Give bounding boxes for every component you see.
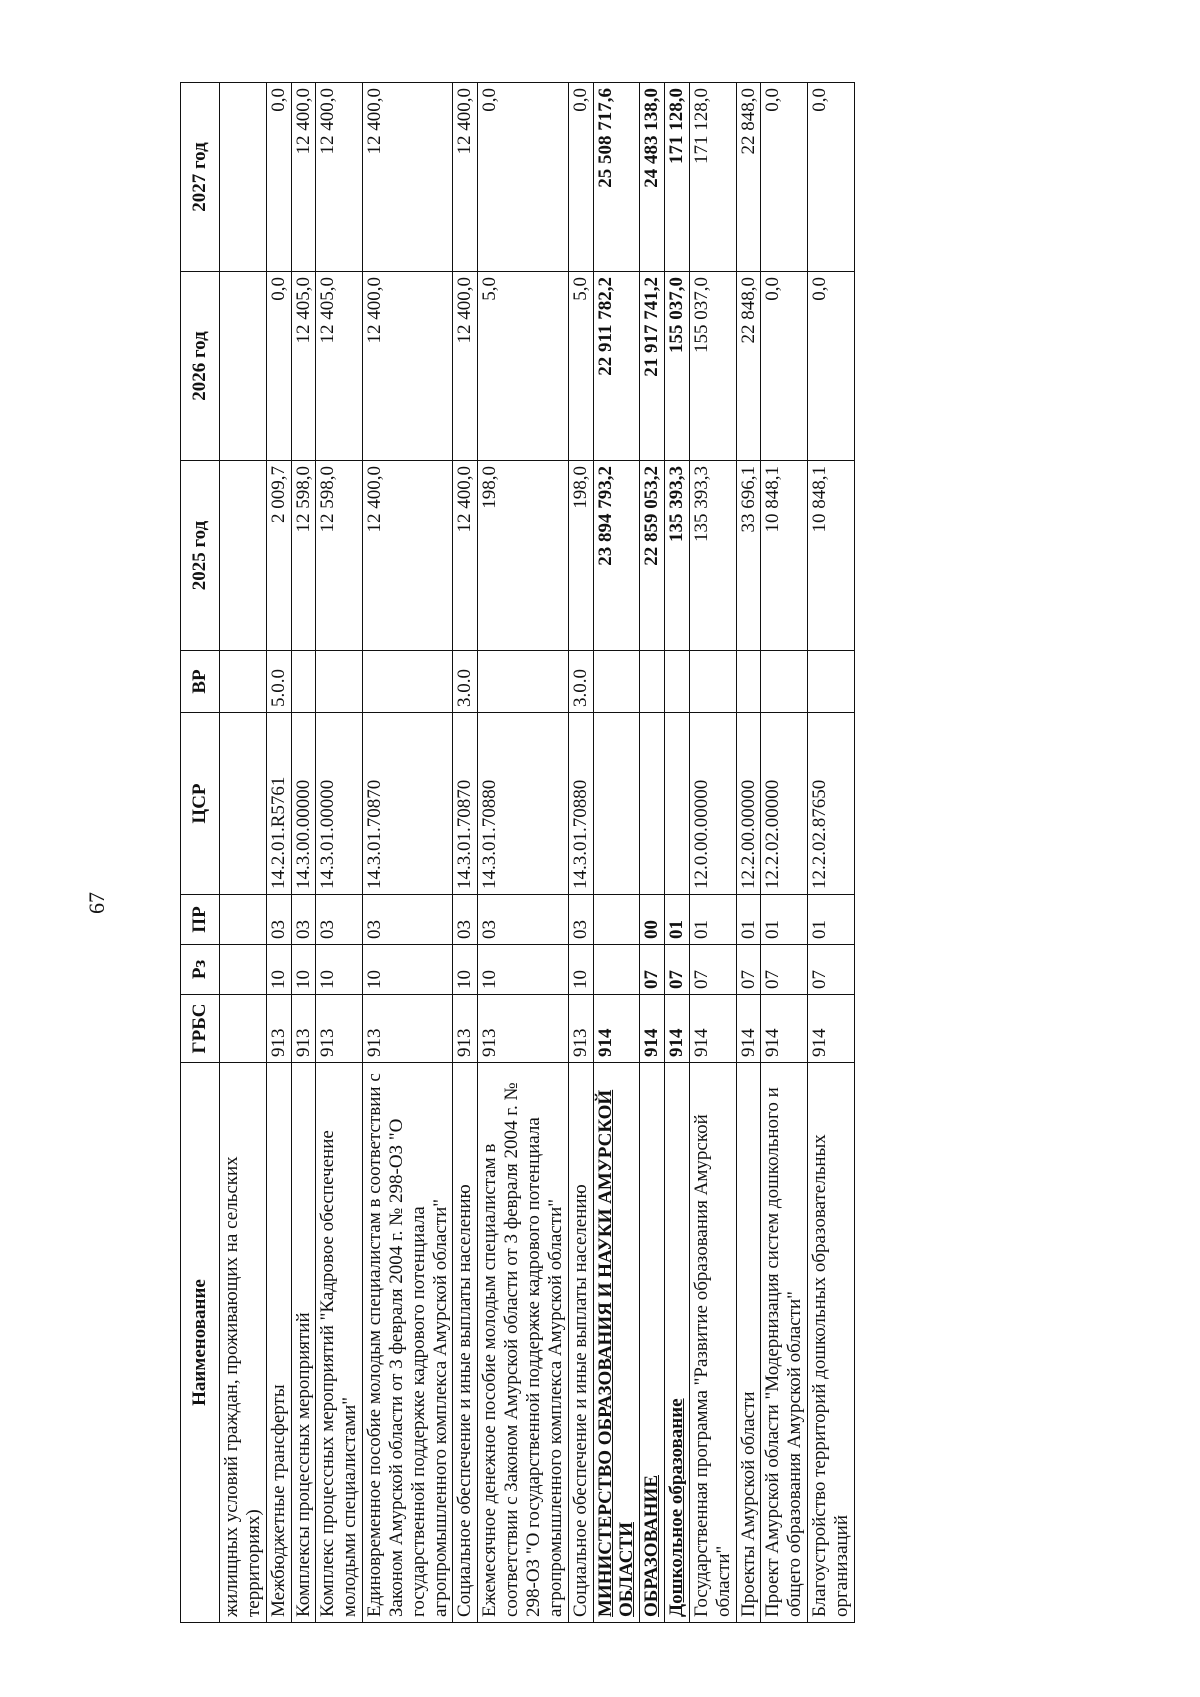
cell-pr: 03 [266, 895, 291, 945]
cell-2025: 12 598,0 [291, 461, 316, 651]
cell-rz [593, 945, 640, 995]
cell-grbs: 914 [665, 995, 690, 1063]
cell-pr: 01 [761, 895, 808, 945]
cell-rz: 10 [568, 945, 593, 995]
cell-vr: 3.0.0 [453, 651, 478, 713]
table-row [665, 83, 690, 1623]
cell-pr: 01 [736, 895, 761, 945]
cell-2027: 0,0 [568, 83, 593, 272]
cell-name: Ежемесячное денежное пособие молодым специалистам в соответствии с Законом Амурской области от 3 февраля 2004 г. № 298-ОЗ "О государственной поддержке кадрового потенциала агропромышленного комплекса Амурской области" [478, 1063, 568, 1623]
header-name: Наименование [181, 1063, 220, 1623]
cell-rz: 07 [689, 945, 736, 995]
cell-csr [220, 713, 267, 895]
cell-rz: 10 [478, 945, 568, 995]
cell-2026: 12 405,0 [291, 272, 316, 461]
cell-grbs [220, 995, 267, 1063]
cell-2026: 0,0 [808, 272, 855, 461]
table-row [736, 83, 761, 1623]
cell-csr: 12.0.00.00000 [689, 713, 736, 895]
cell-pr: 01 [665, 895, 690, 945]
cell-grbs: 913 [568, 995, 593, 1063]
budget-table-container [180, 83, 1018, 1623]
cell-pr: 03 [316, 895, 363, 945]
cell-2025: 12 400,0 [363, 461, 453, 651]
table-row [363, 83, 453, 1623]
cell-2026: 0,0 [761, 272, 808, 461]
cell-name: МИНИСТЕРСТВО ОБРАЗОВАНИЯ И НАУКИ АМУРСКОЙ ОБЛАСТИ [593, 1063, 640, 1623]
cell-csr: 14.3.01.70880 [568, 713, 593, 895]
cell-vr [640, 651, 665, 713]
header-grbs: ГРБС [181, 995, 220, 1063]
table-row [808, 83, 855, 1623]
cell-csr: 12.2.02.87650 [808, 713, 855, 895]
cell-2027: 12 400,0 [291, 83, 316, 272]
cell-rz: 07 [808, 945, 855, 995]
cell-pr: 01 [689, 895, 736, 945]
cell-2027 [220, 83, 267, 272]
cell-2025 [220, 461, 267, 651]
cell-grbs: 913 [363, 995, 453, 1063]
header-pr: ПР [181, 895, 220, 945]
cell-csr [593, 713, 640, 895]
cell-2026: 12 405,0 [316, 272, 363, 461]
cell-vr: 5.0.0 [266, 651, 291, 713]
cell-vr: 3.0.0 [568, 651, 593, 713]
cell-csr [665, 713, 690, 895]
cell-grbs: 914 [736, 995, 761, 1063]
cell-vr [593, 651, 640, 713]
cell-rz [220, 945, 267, 995]
header-vr: ВР [181, 651, 220, 713]
table-header-row [181, 83, 220, 1623]
cell-name: жилищных условий граждан, проживающих на сельских территориях) [220, 1063, 267, 1623]
cell-vr [808, 651, 855, 713]
cell-rz: 10 [316, 945, 363, 995]
cell-name: Проекты Амурской области [736, 1063, 761, 1623]
cell-2025: 135 393,3 [665, 461, 690, 651]
cell-grbs: 914 [761, 995, 808, 1063]
cell-pr: 03 [478, 895, 568, 945]
cell-name: ОБРАЗОВАНИЕ [640, 1063, 665, 1623]
cell-pr [220, 895, 267, 945]
cell-csr: 14.3.01.70870 [453, 713, 478, 895]
cell-2026: 155 037,0 [689, 272, 736, 461]
cell-2027: 12 400,0 [363, 83, 453, 272]
cell-grbs: 914 [640, 995, 665, 1063]
cell-csr: 12.2.00.00000 [736, 713, 761, 895]
cell-csr: 14.3.01.70870 [363, 713, 453, 895]
cell-csr [640, 713, 665, 895]
cell-vr [316, 651, 363, 713]
cell-2025: 23 894 793,2 [593, 461, 640, 651]
cell-2027: 0,0 [761, 83, 808, 272]
cell-vr [665, 651, 690, 713]
table-row [689, 83, 736, 1623]
header-2025: 2025 год [181, 461, 220, 651]
cell-pr: 03 [363, 895, 453, 945]
cell-vr [363, 651, 453, 713]
cell-pr: 03 [453, 895, 478, 945]
cell-csr: 12.2.02.00000 [761, 713, 808, 895]
cell-rz: 07 [640, 945, 665, 995]
cell-grbs: 913 [453, 995, 478, 1063]
cell-2026: 12 400,0 [363, 272, 453, 461]
cell-2025: 10 848,1 [761, 461, 808, 651]
cell-2027: 0,0 [266, 83, 291, 272]
cell-pr: 00 [640, 895, 665, 945]
cell-2026: 155 037,0 [665, 272, 690, 461]
cell-2026: 0,0 [266, 272, 291, 461]
cell-pr [593, 895, 640, 945]
cell-name: Проект Амурской области "Модернизация систем дошкольного и общего образования Амурской области" [761, 1063, 808, 1623]
cell-name: Государственная программа "Развитие образования Амурской области" [689, 1063, 736, 1623]
cell-name: Межбюджетные трансферты [266, 1063, 291, 1623]
cell-2025: 198,0 [568, 461, 593, 651]
cell-vr [689, 651, 736, 713]
cell-name: Социальное обеспечение и иные выплаты населению [568, 1063, 593, 1623]
cell-rz: 10 [291, 945, 316, 995]
cell-grbs: 914 [689, 995, 736, 1063]
cell-csr: 14.2.01.R5761 [266, 713, 291, 895]
header-2026: 2026 год [181, 272, 220, 461]
cell-grbs: 913 [478, 995, 568, 1063]
cell-grbs: 913 [316, 995, 363, 1063]
header-2027: 2027 год [181, 83, 220, 272]
cell-2027: 24 483 138,0 [640, 83, 665, 272]
table-row [220, 83, 267, 1623]
cell-2027: 25 508 717,6 [593, 83, 640, 272]
cell-vr [220, 651, 267, 713]
cell-grbs: 913 [291, 995, 316, 1063]
table-body [220, 83, 855, 1623]
cell-name: Социальное обеспечение и иные выплаты населению [453, 1063, 478, 1623]
cell-2026: 21 917 741,2 [640, 272, 665, 461]
cell-name: Комплекс процессных мероприятий "Кадровое обеспечение молодыми специалистами" [316, 1063, 363, 1623]
cell-2025: 10 848,1 [808, 461, 855, 651]
table-row [453, 83, 478, 1623]
page-number: 67 [84, 892, 109, 914]
cell-grbs: 914 [808, 995, 855, 1063]
cell-rz: 10 [453, 945, 478, 995]
cell-2027: 0,0 [478, 83, 568, 272]
cell-2025: 135 393,3 [689, 461, 736, 651]
cell-2025: 12 598,0 [316, 461, 363, 651]
cell-rz: 07 [761, 945, 808, 995]
cell-rz: 07 [736, 945, 761, 995]
cell-2026 [220, 272, 267, 461]
table-row [291, 83, 316, 1623]
cell-name: Благоустройство территорий дошкольных образовательных организаций [808, 1063, 855, 1623]
cell-vr [478, 651, 568, 713]
cell-rz: 10 [363, 945, 453, 995]
header-csr: ЦСР [181, 713, 220, 895]
cell-vr [291, 651, 316, 713]
table-row [761, 83, 808, 1623]
cell-2026: 5,0 [478, 272, 568, 461]
cell-2027: 22 848,0 [736, 83, 761, 272]
cell-vr [736, 651, 761, 713]
cell-2025: 2 009,7 [266, 461, 291, 651]
cell-name: Дошкольное образование [665, 1063, 690, 1623]
cell-pr: 03 [568, 895, 593, 945]
cell-name: Комплексы процессных мероприятий [291, 1063, 316, 1623]
cell-2027: 171 128,0 [689, 83, 736, 272]
cell-2025: 198,0 [478, 461, 568, 651]
cell-2025: 33 696,1 [736, 461, 761, 651]
table-row [640, 83, 665, 1623]
cell-2025: 22 859 053,2 [640, 461, 665, 651]
cell-rz: 07 [665, 945, 690, 995]
table-row [316, 83, 363, 1623]
cell-csr: 14.3.01.70880 [478, 713, 568, 895]
cell-grbs: 914 [593, 995, 640, 1063]
cell-pr: 03 [291, 895, 316, 945]
cell-2027: 0,0 [808, 83, 855, 272]
cell-rz: 10 [266, 945, 291, 995]
cell-csr: 14.3.01.00000 [316, 713, 363, 895]
cell-grbs: 913 [266, 995, 291, 1063]
cell-name: Единовременное пособие молодым специалистам в соответствии с Законом Амурской области от 3 февраля 2004 г. № 298-ОЗ "О государственной поддержке кадрового потенциала агропромышленного комплекса Амурской области" [363, 1063, 453, 1623]
cell-2026: 12 400,0 [453, 272, 478, 461]
budget-table [180, 82, 855, 1623]
cell-2027: 12 400,0 [316, 83, 363, 272]
table-row [478, 83, 568, 1623]
header-rz: Рз [181, 945, 220, 995]
cell-vr [761, 651, 808, 713]
cell-csr: 14.3.00.00000 [291, 713, 316, 895]
table-row [568, 83, 593, 1623]
cell-2026: 5,0 [568, 272, 593, 461]
cell-pr: 01 [808, 895, 855, 945]
cell-2025: 12 400,0 [453, 461, 478, 651]
cell-2026: 22 911 782,2 [593, 272, 640, 461]
cell-2027: 171 128,0 [665, 83, 690, 272]
cell-2026: 22 848,0 [736, 272, 761, 461]
table-row [593, 83, 640, 1623]
table-row [266, 83, 291, 1623]
cell-2027: 12 400,0 [453, 83, 478, 272]
